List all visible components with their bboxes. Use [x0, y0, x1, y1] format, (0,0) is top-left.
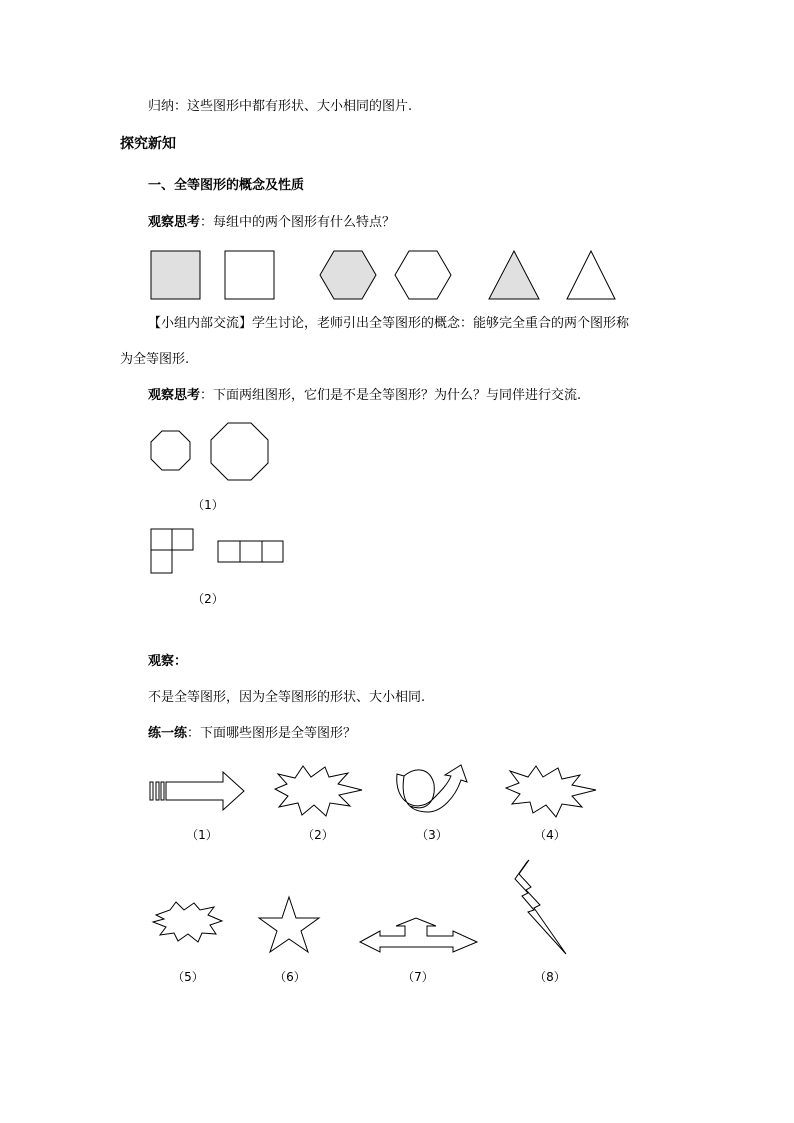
practice-caption-1: （1）	[186, 828, 218, 842]
practice-caption-3: （3）	[416, 828, 448, 842]
white-hexagon	[395, 251, 451, 299]
practice-caption-8: （8）	[534, 970, 566, 984]
explosion-shape-4	[506, 766, 596, 817]
gray-triangle	[489, 251, 539, 299]
subsection-title: 一、全等图形的概念及性质	[148, 178, 305, 193]
gray-square	[151, 251, 200, 299]
practice-caption-5: （5）	[172, 970, 204, 984]
think2-line	[148, 388, 581, 404]
explosion-shape-2	[275, 766, 362, 816]
think2-text: ：下面两组图形，它们是不是全等图形？为什么？与同伴进行交流.	[200, 388, 582, 403]
group2-caption: （2）	[192, 592, 224, 606]
explosion-shape-5	[153, 902, 222, 942]
think1-line	[148, 215, 395, 231]
white-square	[225, 251, 274, 299]
summary-line: 归纳：这些图形中都有形状、大小相同的图片.	[148, 99, 413, 114]
small-octagon	[151, 431, 190, 470]
practice-line	[148, 726, 356, 742]
practice-label: 练一练	[148, 726, 188, 741]
practice-row-2	[148, 858, 578, 958]
row-squares	[218, 541, 283, 562]
curved-arrow	[397, 765, 467, 812]
striped-arrow	[150, 772, 244, 810]
group-line-2: 为全等图形.	[120, 352, 190, 367]
practice-caption-2: （2）	[302, 828, 334, 842]
gray-hexagon	[320, 251, 376, 299]
octagons-figure	[150, 422, 275, 484]
lightning-shape	[515, 860, 566, 954]
large-octagon	[211, 423, 268, 480]
practice-row-1	[148, 762, 608, 824]
congruent-pairs-figure	[150, 250, 620, 302]
group-line	[148, 316, 629, 332]
group-text: 学生讨论，老师引出全等图形的概念：能够完全重合的两个图形称	[252, 316, 630, 331]
think2-label: 观察思考	[148, 388, 201, 403]
practice-caption-6: （6）	[274, 970, 306, 984]
double-arrow-shape	[360, 918, 477, 952]
practice-caption-4: （4）	[534, 828, 566, 842]
section-title: 探究新知	[120, 136, 176, 152]
think1-text: ：每组中的两个图形有什么特点？	[200, 215, 396, 230]
group-label: 【小组内部交流】	[148, 316, 253, 331]
think1-label: 观察思考	[148, 215, 201, 230]
l-shape-squares	[151, 529, 193, 573]
observe-text: 不是全等图形，因为全等图形的形状、大小相同.	[148, 690, 426, 705]
practice-caption-7: （7）	[402, 970, 434, 984]
observe-label: 观察：	[148, 654, 188, 669]
star-shape	[259, 897, 319, 952]
white-triangle	[567, 251, 615, 299]
squares-figure	[150, 528, 285, 576]
practice-text: ：下面哪些图形是全等图形？	[187, 726, 357, 741]
group1-caption: （1）	[192, 498, 224, 512]
